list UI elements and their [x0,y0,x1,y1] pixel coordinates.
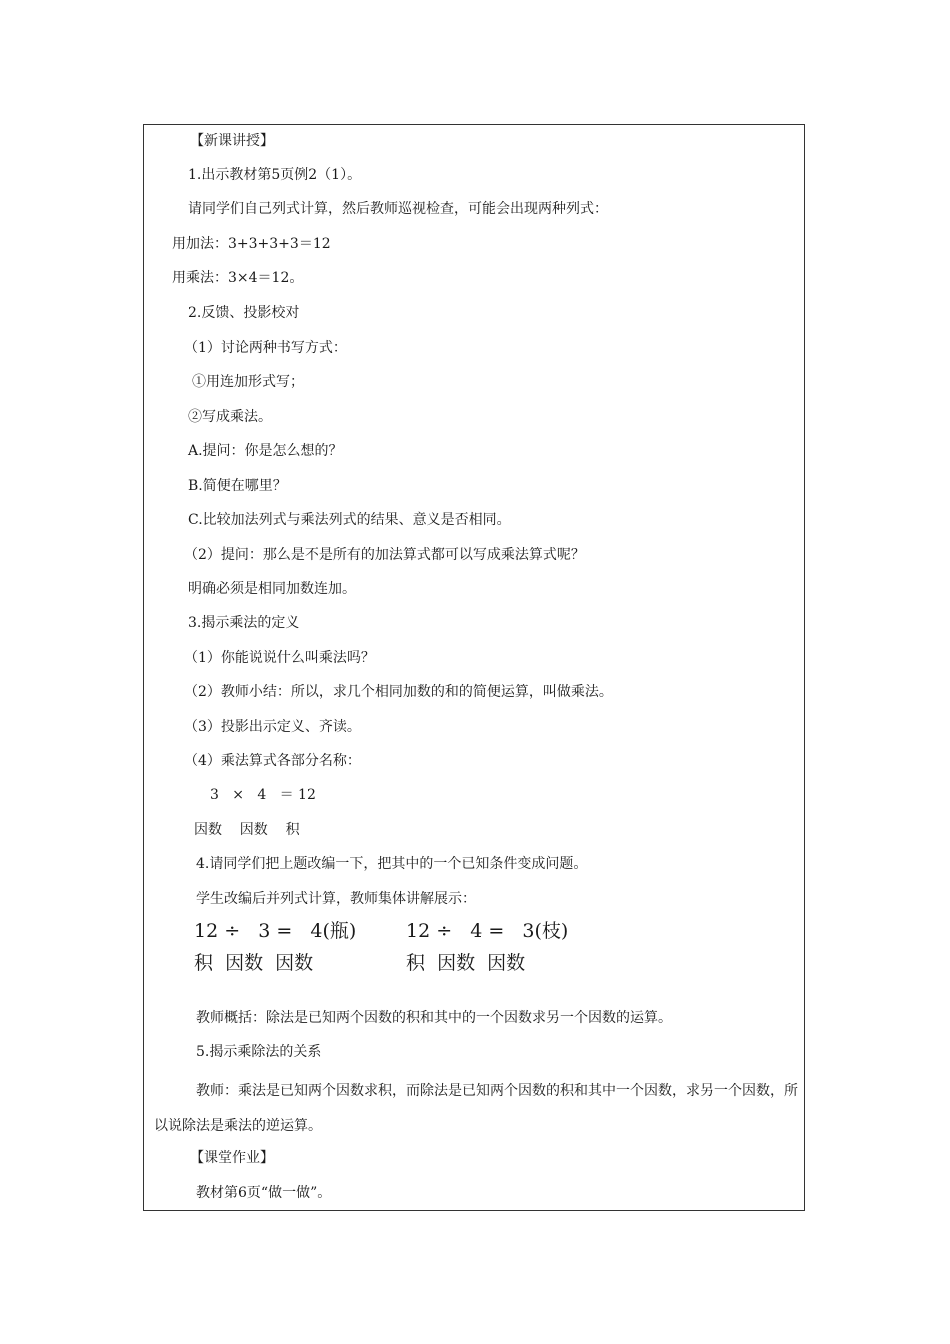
paragraph-instruction: 请同学们自己列式计算，然后教师巡视检查，可能会出现两种列式： [188,201,608,217]
question-a: A.提问：你是怎么想的？ [188,443,343,459]
step-3-item-1: （1）你能说说什么叫乘法吗？ [184,650,375,666]
classwork-assignment: 教材第6页“做一做”。 [196,1185,332,1201]
teacher-relation-paragraph: 教师：乘法是已知两个因数求积，而除法是已知两个因数的积和其中一个因数，求另一个因数，所以说除法是乘法的逆运算。 [154,1083,798,1134]
multiplication-example: 3 × 4 ＝ 12 [210,787,316,803]
conclusion-line: 明确必须是相同加数连加。 [188,581,356,597]
multiplication-part-names: 因数 因数 积 [194,822,300,838]
division-equation-1: 12 ÷ 3 = 4(瓶) [194,920,357,942]
circled-item-2: ②写成乘法。 [188,409,272,425]
equation-multiplication: 用乘法：3×4＝12。 [172,270,304,286]
sub-item-2: （2）提问：那么是不是所有的加法算式都可以写成乘法算式呢？ [184,547,585,563]
equation-addition: 用加法：3+3+3+3＝12 [172,236,331,252]
section-heading-classwork: 【课堂作业】 [190,1150,274,1166]
division-equation-2: 12 ÷ 4 = 3(枝) [406,920,569,942]
section-heading-new-lesson: 【新课讲授】 [190,133,274,149]
question-c: C.比较加法列式与乘法列式的结果、意义是否相同。 [188,512,511,528]
division-part-names-1: 积 因数 因数 [194,952,314,974]
step-4-title: 4.请同学们把上题改编一下，把其中的一个已知条件变成问题。 [196,856,588,872]
division-part-names-2: 积 因数 因数 [406,952,526,974]
question-b: B.简便在哪里？ [188,478,287,494]
lesson-plan-table-cell [143,124,805,1211]
step-1-title: 1.出示教材第5页例2（1）。 [188,167,362,183]
step-3-item-4: （4）乘法算式各部分名称： [184,753,361,769]
step-2-title: 2.反馈、投影校对 [188,305,300,321]
step-3-title: 3.揭示乘法的定义 [188,615,300,631]
step-3-item-2: （2）教师小结：所以，求几个相同加数的和的简便运算，叫做乘法。 [184,684,613,700]
sub-item-1: （1）讨论两种书写方式： [184,340,347,356]
student-rewrite-line: 学生改编后并列式计算，教师集体讲解展示： [196,891,476,907]
step-5-title: 5.揭示乘除法的关系 [196,1044,322,1060]
circled-item-1: ①用连加形式写； [192,374,304,390]
teacher-summary: 教师概括：除法是已知两个因数的积和其中的一个因数求另一个因数的运算。 [196,1010,672,1026]
step-3-item-3: （3）投影出示定义、齐读。 [184,719,361,735]
